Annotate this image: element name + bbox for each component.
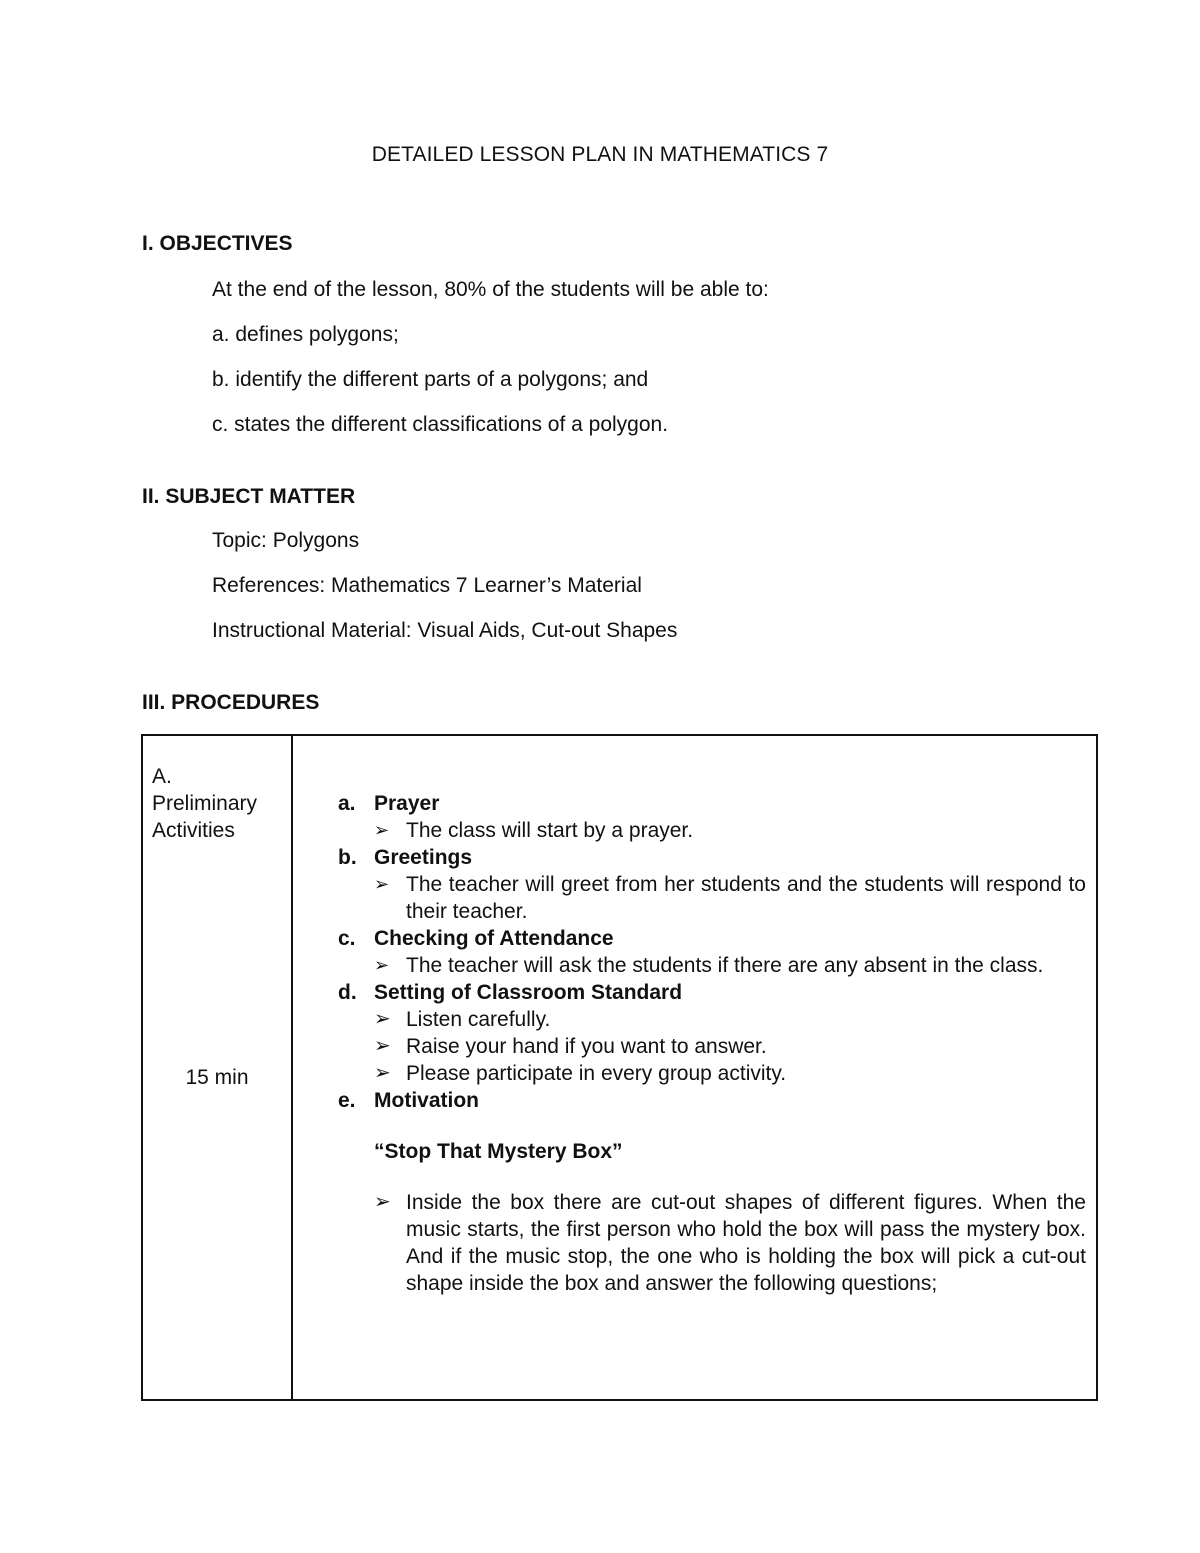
materials-line: Instructional Material: Visual Aids, Cut-out Shapes [212, 619, 678, 642]
activity-item-greetings [338, 844, 1086, 871]
objectives-heading: I. OBJECTIVES [142, 232, 293, 255]
item-title: Greetings [374, 846, 473, 869]
arrow-bullet-icon: ➢ [374, 820, 390, 840]
phase-label [152, 763, 287, 844]
item-title: Setting of Classroom Standard [374, 981, 683, 1004]
bullet-item [338, 1189, 1086, 1297]
objectives-intro: At the end of the lesson, 80% of the students will be able to: [212, 278, 769, 301]
objective-item: a. defines polygons; [212, 323, 399, 346]
duration-label: 15 min [185, 1066, 249, 1089]
item-letter: e. [338, 1089, 356, 1112]
arrow-bullet-icon: ➢ [374, 1191, 391, 1213]
objective-item: c. states the different classifications of a polygon. [212, 413, 669, 436]
bullet-item [338, 871, 1086, 925]
objective-item: b. identify the different parts of a polygons; and [212, 368, 649, 391]
arrow-bullet-icon: ➢ [374, 1008, 391, 1030]
phase-label-line: Preliminary [152, 792, 258, 815]
activity-item-prayer [338, 790, 1086, 817]
activity-item-motivation [338, 1087, 1086, 1114]
column-divider [291, 736, 293, 1399]
bullet-text: The teacher will greet from her students and the students will respond to their teacher. [406, 873, 1086, 923]
arrow-bullet-icon: ➢ [374, 1062, 391, 1084]
phase-label-line: Activities [152, 819, 235, 842]
item-letter: b. [338, 846, 357, 869]
procedures-heading: III. PROCEDURES [142, 691, 320, 714]
item-letter: c. [338, 927, 356, 950]
bullet-text: The teacher will ask the students if there are any absent in the class. [406, 954, 1044, 977]
item-letter: d. [338, 981, 357, 1004]
procedures-table [141, 734, 1098, 1401]
item-letter: a. [338, 792, 356, 815]
arrow-bullet-icon: ➢ [374, 1035, 391, 1057]
bullet-item [338, 817, 1086, 844]
bullet-text: Listen carefully. [406, 1008, 551, 1031]
activity-item-classroom-standard [338, 979, 1086, 1006]
topic-line: Topic: Polygons [212, 529, 360, 552]
arrow-bullet-icon: ➢ [374, 955, 390, 975]
item-title: Motivation [374, 1089, 479, 1112]
item-title: Checking of Attendance [374, 927, 614, 950]
bullet-item [338, 952, 1086, 979]
arrow-bullet-icon: ➢ [374, 874, 390, 894]
item-title: Prayer [374, 792, 440, 815]
bullet-text: Inside the box there are cut-out shapes of different figures. When the music starts, the first person who hold the box will pass the mystery box. And if the music stop, the one who is holding the box will pick a cut-out shape inside the box and answer the following questions; [406, 1191, 1086, 1295]
phase-label-line: A. [152, 765, 172, 788]
bullet-item [338, 1060, 1086, 1087]
bullet-text: The class will start by a prayer. [406, 819, 694, 842]
page-title: DETAILED LESSON PLAN IN MATHEMATICS 7 [371, 143, 829, 166]
subject-matter-heading: II. SUBJECT MATTER [142, 485, 356, 508]
bullet-item [338, 1033, 1086, 1060]
motivation-activity-title: “Stop That Mystery Box” [374, 1140, 623, 1163]
activities-cell [338, 790, 1086, 1297]
bullet-item [338, 1006, 1086, 1033]
bullet-text: Raise your hand if you want to answer. [406, 1035, 767, 1058]
activity-item-attendance [338, 925, 1086, 952]
bullet-text: Please participate in every group activity. [406, 1062, 787, 1085]
references-line: References: Mathematics 7 Learner’s Material [212, 574, 642, 597]
